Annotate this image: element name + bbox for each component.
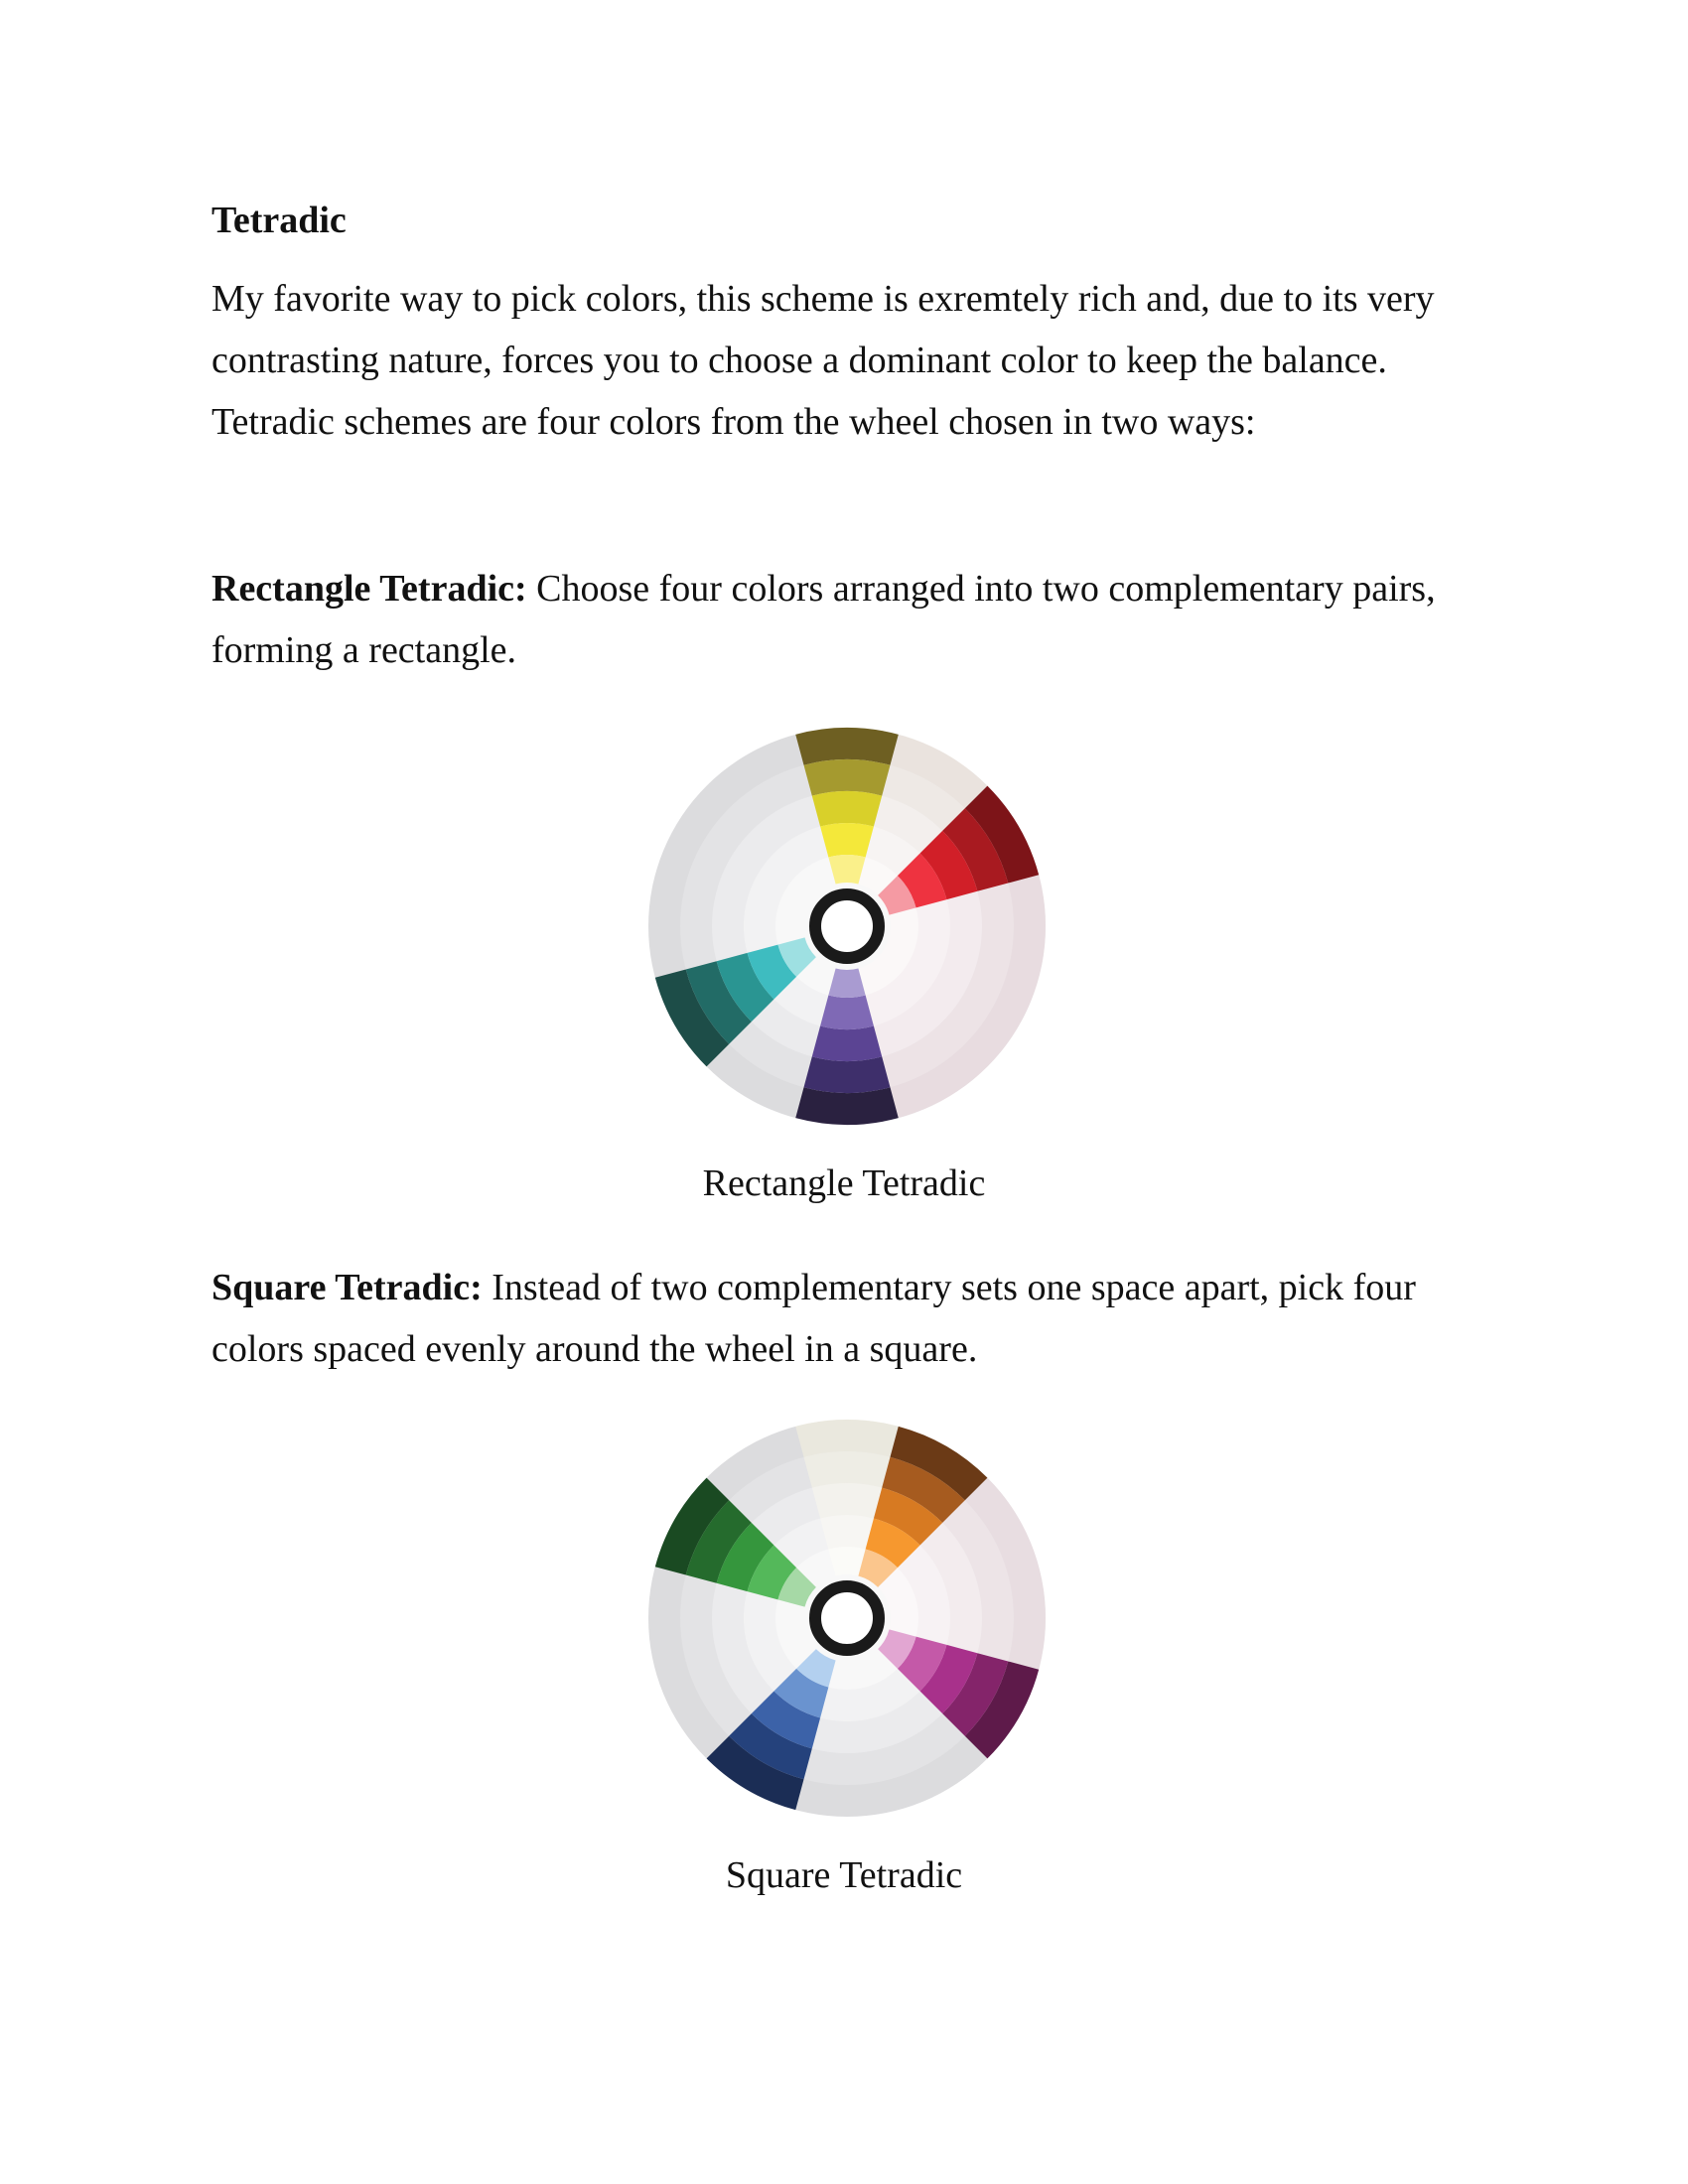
rect-wheel-purple-segment (820, 996, 874, 1029)
square-wheel-tint-segment (820, 1515, 874, 1549)
rectangle-tetradic-color-wheel (643, 723, 1051, 1130)
square-wheel-graphic (643, 1415, 1051, 1822)
square-description: Instead of two complementary sets one space apart, pick four colors spaced evenly around the wheel in a square. (211, 1267, 1416, 1370)
rect-wheel-purple-segment (812, 1025, 882, 1061)
rect-wheel-purple-segment (804, 1056, 891, 1093)
rectangle-term: Rectangle Tetradic: (211, 568, 527, 610)
square-tetradic-color-wheel (643, 1415, 1051, 1822)
square-paragraph (211, 1257, 1492, 1380)
square-caption: Square Tetradic (725, 1854, 963, 1896)
rectangle-wheel-graphic (643, 723, 1051, 1130)
section-heading: Tetradic (211, 200, 347, 241)
rectangle-caption: Rectangle Tetradic (702, 1162, 986, 1204)
intro-paragraph: My favorite way to pick colors, this scheme is exremtely rich and, due to its very contrasting nature, forces you to choose a dominant color to keep the balance. Tetradic schemes are four colors from the wheel chosen in two ways: (211, 278, 1435, 443)
square-wheel-tint-segment (812, 1483, 882, 1519)
rectangle-description: Choose four colors arranged into two complementary pairs, forming a rectangle. (211, 568, 1436, 671)
rectangle-paragraph (211, 558, 1492, 681)
square-wheel-tint-segment (804, 1451, 891, 1488)
square-term: Square Tetradic: (211, 1267, 483, 1308)
rect-wheel-center-ring (815, 894, 879, 958)
rect-wheel-yellow-segment (812, 791, 882, 827)
rect-wheel-yellow-segment (804, 759, 891, 796)
rect-wheel-yellow-segment (820, 823, 874, 857)
square-wheel-center-ring (815, 1586, 879, 1650)
